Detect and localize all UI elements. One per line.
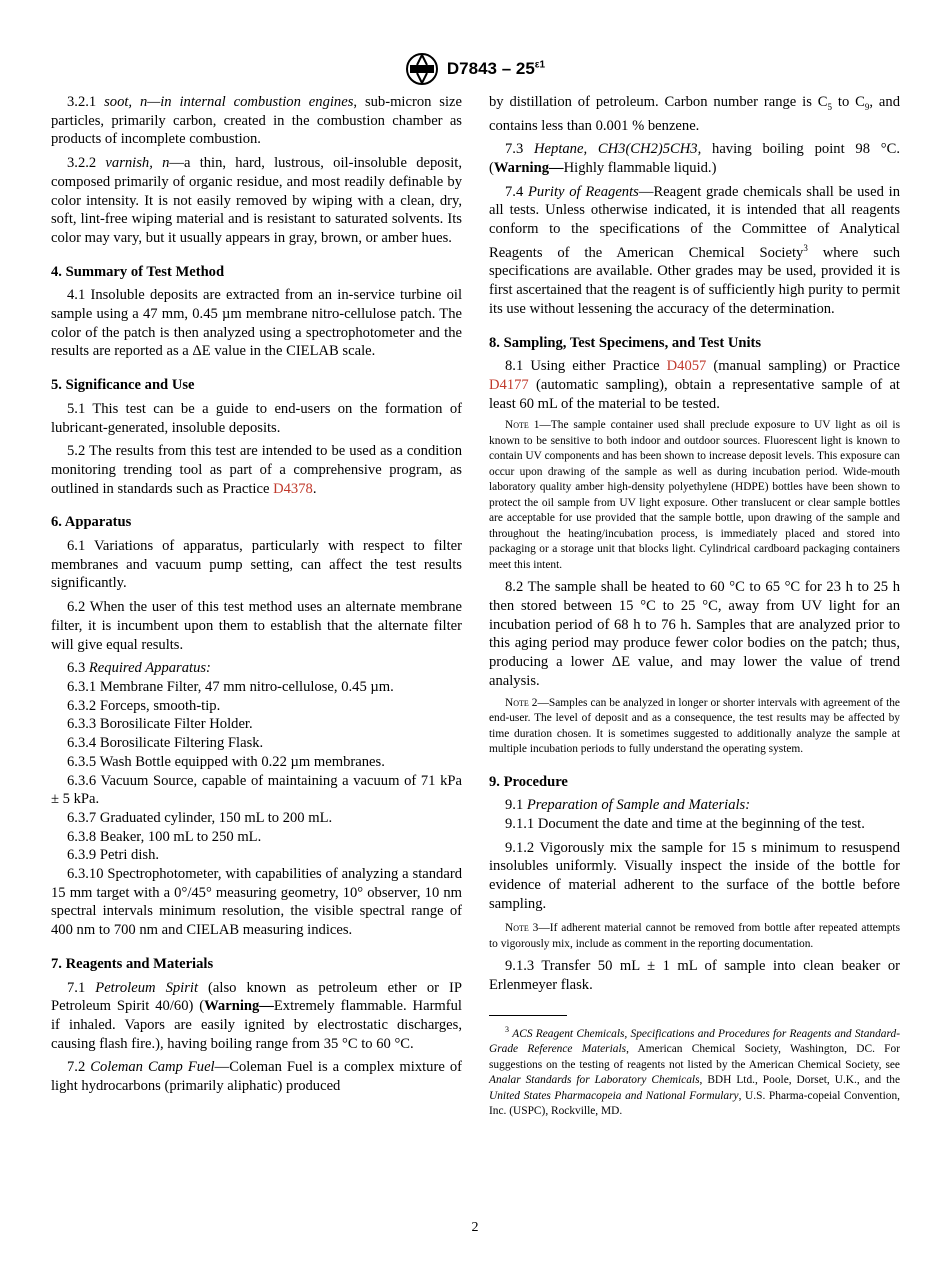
para-9-1-2: 9.1.2 Vigorously mix the sample for 15 s minimum to resuspend insolubles uniformly. Visually inspect the inside of the bottle for evidence of material adherent to the surface of the bottle before sampling. [489, 839, 900, 912]
para-7-2: 7.2 Coleman Camp Fuel—Coleman Fuel is a complex mixture of light hydrocarbons (primarily aliphatic) produced [51, 1059, 462, 1095]
list-item: 6.3.8 Beaker, 100 mL to 250 mL. [67, 828, 262, 845]
list-item: 6.3.10 Spectrophotometer, with capabilities of analyzing a standard 15 mm target with a 0°/45° measuring geometry, 10° observer, 10 nm spectral intervals minimum resolution, the visible spectral range of 400 nm to 700 nm and CIELAB measuring indices. [51, 866, 462, 939]
note-2: Note 2—Samples can be analyzed in longer or shorter intervals with agreement of the end-user. The level of deposit and as a consequence, the test results may be affected by time duration chosen. It is sometimes suggested to additionally analyze the sample at multiple incubation periods to fully understand the operating system. [489, 696, 900, 756]
para-9-1-1: 9.1.1 Document the date and time at the beginning of the test. [505, 815, 865, 832]
para-7-4: 7.4 Purity of Reagents—Reagent grade chemicals shall be used in all tests. Unless otherwise indicated, it is intended that all reagents conform to the specifications of the Committee of Analytical Reagents of the American Chemical Society$^3$ where such specifications are available. Other grades may be used, provided it is first ascertained that the reagent is of sufficiently high purity to permit its use without lessening the accuracy of the determination. [489, 183, 900, 317]
para-9-1: 9.1 Preparation of Sample and Materials: [505, 797, 751, 814]
footnote-3: $^3$ ACS Reagent Chemicals, Specifications and Procedures for Reagents and Standard-Grade Reference Materials, American Chemical Society, Washington, DC. For suggestions on the testing of reagents not listed by the American Chemical Society, see Analar Standards for Laboratory Chemicals, BDH Ltd., Poole, Dorset, U.K., and the United States Pharmacopeia and National Formulary, U.S. Pharma-copeial Convention, Inc. (USPC), Rockville, MD. [489, 1024, 901, 1118]
list-item: 6.3.2 Forceps, smooth-tip. [67, 697, 221, 714]
para-7-2-continued: by distillation of petroleum. Carbon number range is $C_5$ to $C_9$, and contains less than 0.001 % benzene. [489, 94, 900, 134]
para-5-1: 5.1 This test can be a guide to end-users on the formation of lubricant-generated, insoluble deposits. [51, 400, 462, 436]
astm-logo-icon [405, 52, 439, 86]
section-9-heading: 9. Procedure [489, 773, 568, 790]
section-4-heading: 4. Summary of Test Method [51, 263, 225, 280]
para-6-2: 6.2 When the user of this test method uses an alternate membrane filter, it is incumbent upon them to establish that the alternate filter will give equal results. [51, 599, 462, 653]
section-5-heading: 5. Significance and Use [51, 377, 195, 394]
page-number: 2 [471, 1220, 479, 1235]
list-item: 6.3.3 Borosilicate Filter Holder. [67, 716, 253, 733]
link-d4177[interactable]: D4177 [489, 376, 529, 393]
para-7-1: 7.1 Petroleum Spirit (also known as petroleum ether or IP Petroleum Spirit 40/60) (Warning—Extremely flammable. Harmful if inhaled. Vapors are easily ignited by electrostatic discharges, causing flash fire.), having boiling range from 35 °C to 60 °C. [51, 979, 462, 1052]
list-item: 6.3.1 Membrane Filter, 47 mm nitro-cellulose, 0.45 µm. [67, 678, 394, 695]
page-header [0, 52, 950, 91]
left-column [51, 93, 462, 1101]
link-d4378[interactable]: D4378 [273, 480, 313, 497]
para-3-2-1: 3.2.1 soot, n—in internal combustion engines, sub-micron size particles, primarily carbon, created in the combustion chamber as products of incomplete combustion. [51, 94, 462, 148]
list-item: 6.3.7 Graduated cylinder, 150 mL to 200 mL. [67, 809, 333, 826]
section-6-heading: 6. Apparatus [51, 514, 132, 531]
designation: $D7843 - 25^{\varepsilon 1}$ [446, 59, 546, 78]
para-4-1: 4.1 Insoluble deposits are extracted from an in-service turbine oil sample using a 47 mm, 0.45 µm membrane nitro-cellulose patch. The color of the patch is then analyzed using a spectrophotometer and the results are reported as a ΔE value in the CIELAB scale. [51, 287, 462, 360]
para-8-2: 8.2 The sample shall be heated to 60 °C to 65 °C for 23 h to 25 h then stored between 15 °C to 25 °C, away from UV light for an incubation period of 68 h to 76 h. Samples that are analyzed prior to this aging period may produce fewer color bodies on the patch; thus, producing a lower ΔE value, and may lower the value of trend analysis. [489, 579, 900, 689]
para-3-2-2: 3.2.2 varnish, n—a thin, hard, lustrous, oil-insoluble deposit, composed primarily of organic residue, and most readily definable by color intensity. It is not easily removed by wiping with a clean, dry, soft, lint-free wiping material and is resistant to saturated solvents. Its color may vary, but it usually appears in gray, brown, or amber hues. [51, 155, 462, 246]
para-5-2: 5.2 The results from this test are intended to be used as a condition monitoring trending tool as part of a comprehensive program, as outlined in standards such as Practice D4378. [51, 443, 462, 497]
footnote-divider [489, 1015, 567, 1016]
section-8-heading: 8. Sampling, Test Specimens, and Test Units [489, 334, 762, 351]
note-1: Note 1—The sample container used shall preclude exposure to UV light as oil is known to be sensitive to both indoor and outdoor sources. Fluorescent light is known to contain UV components and has been shown to increase deposit levels. This exposure can occur upon drawing of the sample as well as during incubation period. Wide-mouth laboratory quality amber high-density polyethylene (HDPE) bottles have been shown to protect the oil sample from UV light exposure. Other translucent or clear sample bottles are acceptable for use provided that the sample bottle, upon drawing of the sample and throughout the heating/incubation process, is immediately placed and stored into packaging or a storage unit that blocks light. Cylindrical cardboard packaging containers meet this intent. [489, 419, 901, 571]
list-item: 6.3.5 Wash Bottle equipped with 0.22 µm membranes. [67, 753, 385, 770]
para-8-1: 8.1 Using either Practice D4057 (manual sampling) or Practice D4177 (automatic sampling), obtain a representative sample of at least 60 mL of the material to be tested. [489, 358, 900, 412]
link-d4057[interactable]: D4057 [666, 358, 707, 375]
section-7-heading: 7. Reagents and Materials [51, 955, 214, 972]
note-3: Note 3—If adherent material cannot be removed from bottle after repeated attempts to vigorously mix, include as comment in the reporting documentation. [489, 922, 900, 950]
list-item: 6.3.6 Vacuum Source, capable of maintaining a vacuum of 71 kPa ± 5 kPa. [51, 772, 462, 808]
footnote-ref[interactable]: 3 [803, 242, 808, 253]
right-column [489, 93, 900, 1120]
para-9-1-3: 9.1.3 Transfer 50 mL ± 1 mL of sample into clean beaker or Erlenmeyer flask. [489, 958, 900, 994]
para-6-3: 6.3 Required Apparatus: [67, 660, 211, 677]
para-7-3: 7.3 Heptane, CH3(CH2)5CH3, having boiling point 98 °C. (Warning—Highly flammable liquid.) [489, 141, 900, 177]
para-6-1: 6.1 Variations of apparatus, particularly with respect to filter membranes and vacuum pump setting, can affect the test results significantly. [51, 538, 462, 592]
list-item: 6.3.4 Borosilicate Filtering Flask. [67, 735, 264, 752]
list-item: 6.3.9 Petri dish. [67, 847, 160, 864]
